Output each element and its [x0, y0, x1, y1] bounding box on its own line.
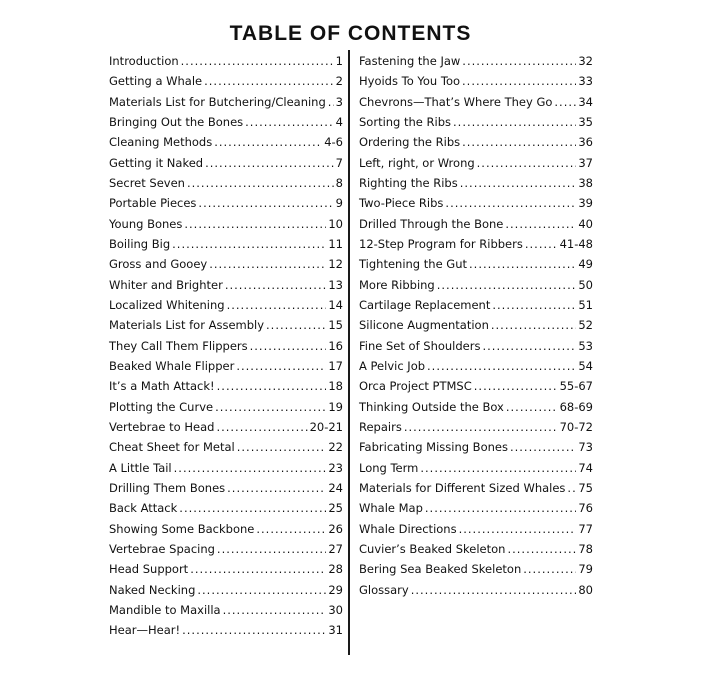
toc-entry-page: 4-6: [324, 135, 343, 150]
toc-entry-title: 12-Step Program for Ribbers: [359, 236, 523, 251]
dot-leader: [217, 539, 326, 559]
toc-entry: [109, 580, 343, 600]
dot-leader: [227, 295, 327, 315]
toc-entry: [109, 620, 343, 640]
toc-entry-page: 20-21: [309, 419, 343, 434]
toc-entry-title: Boiling Big: [109, 236, 171, 251]
toc-entry: [359, 397, 593, 417]
toc-entry: [109, 275, 343, 295]
toc-entry-title: More Ribbing: [359, 277, 435, 292]
toc-entry-page: 79: [578, 562, 593, 577]
toc-entry-page: 30: [328, 602, 343, 617]
toc-entry-title: Left, right, or Wrong: [359, 155, 475, 170]
dot-leader: [505, 214, 576, 234]
dot-leader: [459, 519, 577, 539]
toc-entry: [109, 437, 343, 457]
toc-entry: [109, 153, 343, 173]
toc-entry-title: Sorting the Ribs: [359, 114, 452, 129]
toc-entry-page: 55-67: [559, 379, 593, 394]
toc-entry-title: Glossary: [359, 582, 409, 597]
dot-leader: [198, 193, 333, 213]
toc-entry-page: 17: [328, 358, 343, 373]
toc-entry: [359, 132, 593, 152]
toc-entry: [359, 315, 593, 335]
toc-entry: [359, 437, 593, 457]
toc-entry-title: Getting a Whale: [109, 74, 203, 89]
toc-entry-page: 23: [328, 460, 343, 475]
dot-leader: [567, 478, 576, 498]
toc-entry: [109, 336, 343, 356]
dot-leader: [205, 153, 334, 173]
toc-entry-page: 1: [335, 54, 343, 68]
toc-entry: [109, 498, 343, 518]
toc-entry-page: 11: [328, 236, 343, 251]
toc-entry-page: 36: [578, 135, 593, 150]
dot-leader: [182, 620, 326, 640]
toc-entry-title: Introduction: [109, 54, 179, 68]
toc-entry-page: 29: [328, 582, 343, 597]
toc-entry-title: Fabricating Missing Bones: [359, 440, 508, 455]
toc-entry-page: 40: [578, 216, 593, 231]
toc-entry-title: Cheat Sheet for Metal: [109, 440, 235, 455]
toc-entry: [109, 193, 343, 213]
dot-leader: [510, 437, 576, 457]
toc-entry-page: 32: [578, 54, 593, 68]
toc-entry: [359, 71, 593, 91]
toc-entry-title: Vertebrae Spacing: [109, 541, 215, 556]
toc-entry-title: It’s a Math Attack!: [109, 379, 215, 394]
toc-entry: [109, 112, 343, 132]
toc-entry-page: 9: [335, 196, 343, 211]
dot-leader: [227, 478, 326, 498]
toc-entry-title: Whiter and Brighter: [109, 277, 223, 292]
dot-leader: [328, 92, 334, 112]
toc-entry-page: 78: [578, 541, 593, 556]
toc-entry-page: 34: [578, 94, 593, 109]
toc-entry: [359, 51, 593, 71]
dot-leader: [460, 173, 577, 193]
dot-leader: [256, 519, 326, 539]
toc-entry-title: Beaked Whale Flipper: [109, 358, 235, 373]
toc-entry: [359, 153, 593, 173]
toc-entry-page: 38: [578, 175, 593, 190]
toc-entry-title: A Pelvic Job: [359, 358, 426, 373]
dot-leader: [474, 376, 558, 396]
dot-leader: [225, 275, 327, 295]
toc-entry-page: 33: [578, 74, 593, 89]
toc-entry-page: 18: [328, 379, 343, 394]
toc-entry-page: 28: [328, 562, 343, 577]
toc-entry: [359, 275, 593, 295]
toc-entry: [109, 458, 343, 478]
toc-entry-page: 3: [335, 94, 343, 109]
toc-entry: [109, 600, 343, 620]
toc-entry-title: Plotting the Curve: [109, 399, 214, 414]
toc-entry-page: 4: [335, 114, 343, 129]
toc-entry: [359, 193, 593, 213]
toc-entry-title: Cleaning Methods: [109, 135, 213, 150]
toc-entry-title: Long Term: [359, 460, 419, 475]
toc-entry-title: A Little Tail: [109, 460, 172, 475]
toc-entry: [109, 254, 343, 274]
toc-entry: [109, 315, 343, 335]
toc-entry-page: 22: [328, 440, 343, 455]
toc-entry-title: Tightening the Gut: [359, 257, 468, 272]
toc-entry-page: 31: [328, 623, 343, 638]
toc-entry-title: Cuvier’s Beaked Skeleton: [359, 541, 506, 556]
toc-entry-page: 25: [328, 501, 343, 516]
toc-entry-title: Whale Directions: [359, 521, 457, 536]
toc-entry-page: 49: [578, 257, 593, 272]
toc-entry-title: Naked Necking: [109, 582, 196, 597]
toc-entry: [109, 214, 343, 234]
toc-entry-page: 50: [578, 277, 593, 292]
toc-entry-page: 53: [578, 338, 593, 353]
toc-entry: [109, 132, 343, 152]
toc-entry: [109, 173, 343, 193]
dot-leader: [507, 539, 576, 559]
toc-entry-page: 35: [578, 114, 593, 129]
dot-leader: [445, 193, 576, 213]
toc-entry-title: Portable Pieces: [109, 196, 197, 211]
dot-leader: [523, 559, 576, 579]
toc-entry: [359, 173, 593, 193]
toc-entry-title: Fastening the Jaw: [359, 54, 461, 68]
toc-entry-title: Getting it Naked: [109, 155, 204, 170]
toc-entry-title: Cartilage Replacement: [359, 297, 491, 312]
toc-entry-page: 7: [335, 155, 343, 170]
toc-left-column: [109, 51, 343, 641]
toc-entry-title: Chevrons—That’s Where They Go: [359, 94, 553, 109]
dot-leader: [214, 132, 322, 152]
toc-entry-page: 19: [328, 399, 343, 414]
toc-entry: [359, 559, 593, 579]
toc-entry-page: 51: [578, 297, 593, 312]
toc-entry: [359, 112, 593, 132]
toc-entry: [359, 234, 593, 254]
toc-entry-title: Localized Whitening: [109, 297, 225, 312]
toc-entry-title: Vertebrae to Head: [109, 419, 215, 434]
toc-entry-title: Materials List for Assembly: [109, 318, 265, 333]
toc-entry: [109, 376, 343, 396]
toc-entry-title: Fine Set of Shoulders: [359, 338, 481, 353]
toc-entry: [109, 92, 343, 112]
toc-entry: [109, 519, 343, 539]
dot-leader: [209, 254, 326, 274]
toc-entry-title: Hear—Hear!: [109, 623, 181, 638]
toc-entry: [109, 559, 343, 579]
dot-leader: [215, 397, 326, 417]
toc-entry-page: 2: [335, 74, 343, 89]
toc-entry-title: Head Support: [109, 562, 189, 577]
dot-leader: [462, 51, 576, 71]
dot-leader: [425, 498, 576, 518]
toc-entry: [109, 478, 343, 498]
dot-leader: [223, 600, 327, 620]
toc-entry: [109, 417, 343, 437]
dot-leader: [462, 132, 576, 152]
dot-leader: [216, 417, 307, 437]
toc-entry-page: 14: [328, 297, 343, 312]
dot-leader: [184, 214, 326, 234]
toc-entry: [359, 376, 593, 396]
dot-leader: [174, 458, 327, 478]
toc-entry-title: Secret Seven: [109, 175, 185, 190]
dot-leader: [197, 580, 326, 600]
dot-leader: [172, 234, 326, 254]
toc-entry-page: 12: [328, 257, 343, 272]
toc-entry-page: 70-72: [559, 419, 593, 434]
dot-leader: [237, 437, 327, 457]
toc-entry: [109, 234, 343, 254]
dot-leader: [179, 498, 326, 518]
toc-entry-title: Gross and Gooey: [109, 257, 208, 272]
toc-entry: [109, 539, 343, 559]
dot-leader: [427, 356, 576, 376]
toc-entry: [359, 356, 593, 376]
toc-entry: [109, 356, 343, 376]
dot-leader: [245, 112, 334, 132]
dot-leader: [453, 112, 576, 132]
dot-leader: [469, 254, 576, 274]
toc-right-column: [359, 51, 593, 600]
toc-entry: [359, 519, 593, 539]
dot-leader: [491, 315, 576, 335]
toc-entry-title: Young Bones: [109, 216, 183, 231]
toc-entry-title: Hyoids To You Too: [359, 74, 461, 89]
toc-entry-page: 24: [328, 480, 343, 495]
toc-entry: [359, 417, 593, 437]
dot-leader: [437, 275, 577, 295]
toc-entry-title: Drilled Through the Bone: [359, 216, 504, 231]
toc-entry-title: Thinking Outside the Box: [359, 399, 504, 414]
dot-leader: [420, 458, 576, 478]
toc-entry-page: 74: [578, 460, 593, 475]
toc-entry-title: Back Attack: [109, 501, 178, 516]
toc-entry: [359, 295, 593, 315]
toc-entry: [359, 214, 593, 234]
toc-entry-title: Bringing Out the Bones: [109, 114, 244, 129]
toc-entry-page: 26: [328, 521, 343, 536]
toc-entry-title: Orca Project PTMSC: [359, 379, 472, 394]
dot-leader: [404, 417, 558, 437]
toc-entry: [359, 580, 593, 600]
toc-entry-page: 16: [328, 338, 343, 353]
dot-leader: [554, 92, 576, 112]
toc-entry-page: 77: [578, 521, 593, 536]
dot-leader: [411, 580, 577, 600]
dot-leader: [190, 559, 326, 579]
toc-entry-page: 27: [328, 541, 343, 556]
toc-entry: [109, 397, 343, 417]
dot-leader: [217, 376, 327, 396]
toc-entry-page: 13: [328, 277, 343, 292]
toc-entry-title: Repairs: [359, 419, 402, 434]
toc-entry-page: 10: [328, 216, 343, 231]
toc-entry: [359, 478, 593, 498]
toc-entry-title: Drilling Them Bones: [109, 480, 226, 495]
dot-leader: [506, 397, 558, 417]
toc-entry-page: 37: [578, 155, 593, 170]
toc-entry-page: 54: [578, 358, 593, 373]
toc-entry: [359, 92, 593, 112]
toc-entry-page: 68-69: [559, 399, 593, 414]
dot-leader: [204, 71, 334, 91]
dot-leader: [181, 51, 334, 71]
page-title: TABLE OF CONTENTS: [229, 22, 472, 45]
toc-entry-page: 8: [335, 175, 343, 190]
toc-entry-title: Whale Map: [359, 501, 423, 516]
dot-leader: [187, 173, 334, 193]
dot-leader: [250, 336, 327, 356]
toc-entry-title: They Call Them Flippers: [109, 338, 248, 353]
toc-entry-title: Ordering the Ribs: [359, 135, 461, 150]
toc-entry-page: 73: [578, 440, 593, 455]
dot-leader: [462, 71, 576, 91]
toc-entry-title: Silicone Augmentation: [359, 318, 489, 333]
toc-entry-title: Showing Some Backbone: [109, 521, 255, 536]
toc-entry: [109, 71, 343, 91]
toc-entry-title: Materials List for Butchering/Cleaning: [109, 94, 326, 109]
toc-entry-title: Mandible to Maxilla: [109, 602, 221, 617]
dot-leader: [236, 356, 326, 376]
toc-entry-title: Bering Sea Beaked Skeleton: [359, 562, 522, 577]
toc-entry-title: Righting the Ribs: [359, 175, 458, 190]
toc-entry: [109, 295, 343, 315]
toc-entry: [359, 539, 593, 559]
dot-leader: [525, 234, 558, 254]
dot-leader: [266, 315, 326, 335]
toc-entry-page: 41-48: [559, 236, 593, 251]
toc-entry-page: 39: [578, 196, 593, 211]
toc-entry: [359, 498, 593, 518]
column-divider: [348, 50, 350, 655]
toc-entry-page: 76: [578, 501, 593, 516]
dot-leader: [482, 336, 576, 356]
toc-entry: [359, 336, 593, 356]
dot-leader: [477, 153, 577, 173]
dot-leader: [492, 295, 576, 315]
toc-entry: [359, 254, 593, 274]
toc-entry-page: 15: [328, 318, 343, 333]
toc-entry: [109, 51, 343, 71]
toc-entry-page: 75: [578, 480, 593, 495]
toc-entry-title: Materials for Different Sized Whales: [359, 480, 566, 495]
toc-entry-page: 52: [578, 318, 593, 333]
toc-entry-title: Two-Piece Ribs: [359, 196, 444, 211]
toc-entry-page: 80: [578, 582, 593, 597]
toc-entry: [359, 458, 593, 478]
